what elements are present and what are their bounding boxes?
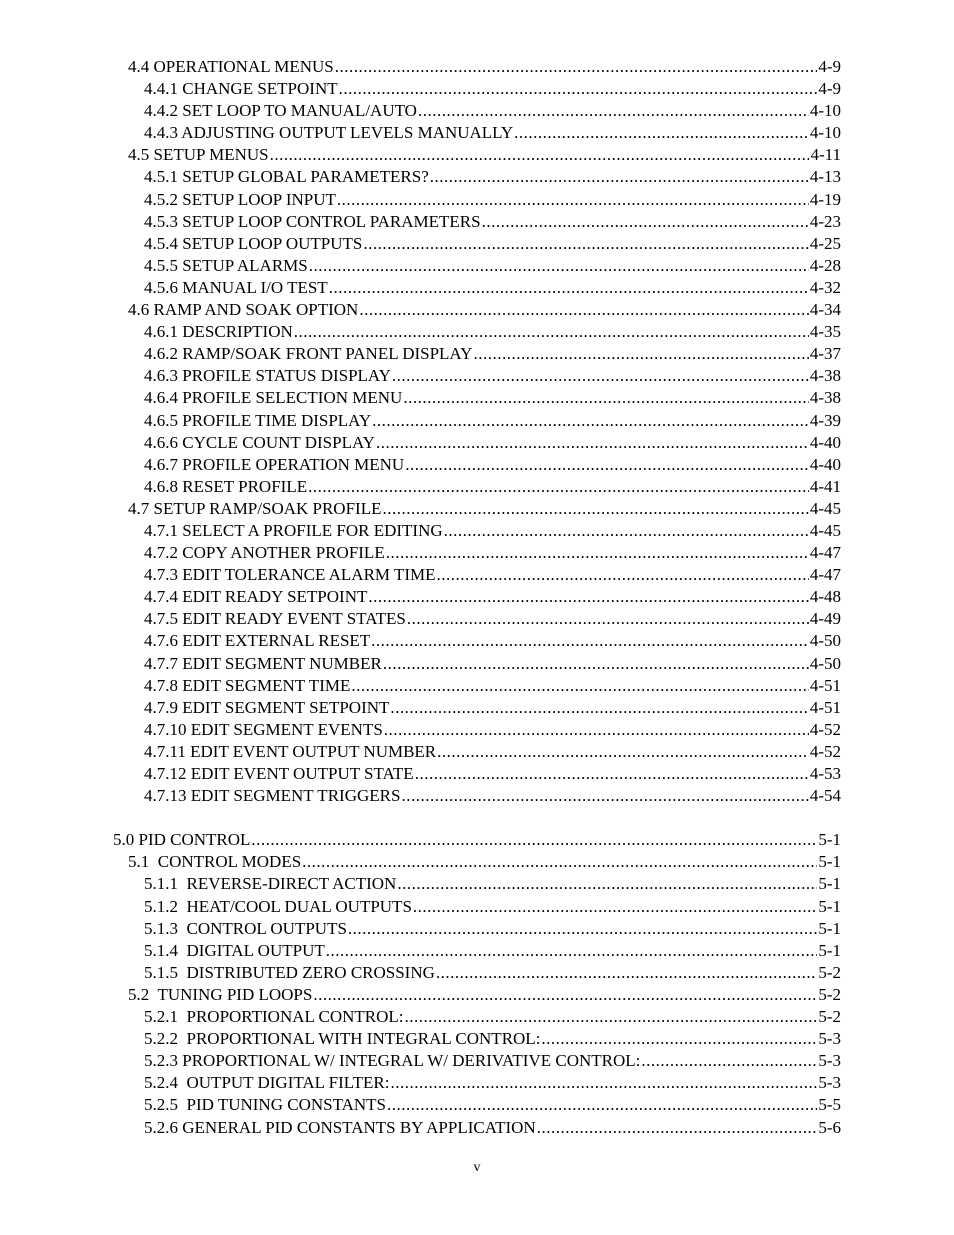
- toc-entry-title: 4.7 SETUP RAMP/SOAK PROFILE: [128, 498, 382, 518]
- toc-entry-page: 4-38: [809, 366, 841, 386]
- toc-entry-title: 5.1.3 CONTROL OUTPUTS: [144, 918, 347, 938]
- toc-entry-title: 4.4.3 ADJUSTING OUTPUT LEVELS MANUALLY: [144, 123, 514, 143]
- toc-entry-title: 5.2.2 PROPORTIONAL WITH INTEGRAL CONTROL:: [144, 1029, 541, 1049]
- toc-entry[interactable]: [0, 432, 954, 454]
- toc-entry-page: 4-52: [809, 719, 841, 739]
- toc-entry[interactable]: [0, 1094, 954, 1116]
- toc-entry-title: 5.0 PID CONTROL: [113, 830, 251, 850]
- toc-entry-title: 4.5 SETUP MENUS: [128, 145, 269, 165]
- toc-dot-leader: [348, 918, 817, 940]
- toc-dot-leader: [541, 1028, 817, 1050]
- toc-entry[interactable]: [0, 741, 954, 763]
- toc-entry[interactable]: [0, 78, 954, 100]
- toc-entry-title: 4.4.2 SET LOOP TO MANUAL/AUTO: [144, 101, 417, 121]
- toc-entry-page: 4-38: [809, 388, 841, 408]
- toc-entry-title: 4.5.6 MANUAL I/O TEST: [144, 277, 328, 297]
- toc-dot-leader: [313, 984, 817, 1006]
- toc-entry-page: 4-9: [818, 79, 841, 99]
- toc-entry[interactable]: [0, 873, 954, 895]
- toc-entry-title: 4.7.1 SELECT A PROFILE FOR EDITING: [144, 520, 443, 540]
- toc-entry[interactable]: [0, 410, 954, 432]
- toc-entry-page: 4-50: [809, 653, 841, 673]
- toc-dot-leader: [514, 122, 809, 144]
- toc-dot-leader: [251, 829, 817, 851]
- toc-entry-page: 4-49: [809, 609, 841, 629]
- toc-entry-title: 4.7.8 EDIT SEGMENT TIME: [144, 675, 351, 695]
- toc-entry[interactable]: [0, 630, 954, 652]
- toc-entry-title: 5.2.4 OUTPUT DIGITAL FILTER:: [144, 1073, 390, 1093]
- toc-entry-page: 4-51: [809, 675, 841, 695]
- toc-dot-leader: [537, 1117, 818, 1139]
- page-number: v: [473, 1160, 481, 1175]
- toc-entry[interactable]: [0, 476, 954, 498]
- toc-entry-page: 4-53: [809, 764, 841, 783]
- toc-entry-page: 5-3: [818, 1051, 841, 1071]
- toc-entry[interactable]: [0, 365, 954, 387]
- toc-entry-title: 4.5.5 SETUP ALARMS: [144, 255, 308, 275]
- toc-entry-title: 4.6 RAMP AND SOAK OPTION: [128, 300, 359, 320]
- toc-entry[interactable]: [0, 984, 954, 1006]
- toc-entry[interactable]: [0, 387, 954, 409]
- toc-entry[interactable]: [0, 719, 954, 741]
- toc-entry-page: 5-3: [818, 1029, 841, 1049]
- toc-entry-page: 5-2: [818, 984, 841, 1004]
- toc-entry[interactable]: [0, 189, 954, 211]
- toc-entry[interactable]: [0, 454, 954, 476]
- toc-entry-title: 5.1.4 DIGITAL OUTPUT: [144, 940, 325, 960]
- toc-dot-leader: [359, 299, 809, 321]
- toc-entry[interactable]: [0, 1028, 954, 1050]
- toc-entry[interactable]: [0, 896, 954, 918]
- toc-dot-leader: [415, 763, 809, 785]
- toc-entry-title: 4.7.2 COPY ANOTHER PROFILE: [144, 543, 385, 563]
- toc-entry-page: 5-1: [818, 830, 841, 850]
- toc-entry-title: 4.7.6 EDIT EXTERNAL RESET: [144, 631, 371, 651]
- toc-entry-page: 4-23: [809, 211, 841, 231]
- toc-dot-leader: [390, 1072, 817, 1094]
- toc-entry-page: 5-3: [818, 1073, 841, 1093]
- toc-entry[interactable]: [0, 785, 954, 807]
- toc-entry-page: 4-51: [809, 697, 841, 717]
- toc-entry[interactable]: [0, 675, 954, 697]
- toc-entry-page: 5-1: [818, 896, 841, 916]
- toc-entry-page: 4-45: [809, 498, 841, 518]
- toc-entry[interactable]: [0, 542, 954, 564]
- toc-dot-leader: [386, 542, 809, 564]
- toc-entry-page: 5-1: [818, 940, 841, 960]
- toc-entry-title: 4.7.13 EDIT SEGMENT TRIGGERS: [144, 786, 401, 806]
- toc-entry-page: 4-40: [809, 454, 841, 474]
- toc-entry-page: 4-54: [809, 786, 841, 806]
- toc-dot-leader: [413, 896, 817, 918]
- toc-entry[interactable]: [0, 763, 954, 785]
- toc-entry-title: 4.6.4 PROFILE SELECTION MENU: [144, 388, 403, 408]
- toc-entry-page: 4-50: [809, 631, 841, 651]
- toc-entry[interactable]: [0, 851, 954, 873]
- toc-entry-page: 4-13: [809, 167, 841, 187]
- toc-entry-page: 4-35: [809, 322, 841, 342]
- toc-entry-title: 4.7.12 EDIT EVENT OUTPUT STATE: [144, 764, 414, 783]
- toc-entry-page: 4-40: [809, 432, 841, 452]
- toc-entry-page: 4-52: [809, 741, 841, 761]
- toc-dot-leader: [482, 211, 809, 233]
- toc-entry-page: 4-19: [809, 189, 841, 209]
- toc-dot-leader: [302, 851, 817, 873]
- toc-dot-leader: [401, 785, 808, 807]
- toc-entry-title: 5.1 CONTROL MODES: [128, 852, 302, 872]
- toc-entry[interactable]: [0, 1117, 954, 1139]
- toc-entry[interactable]: [0, 1006, 954, 1028]
- toc-entry-title: 4.6.1 DESCRIPTION: [144, 322, 293, 342]
- toc-entry-title: 4.4 OPERATIONAL MENUS: [128, 57, 334, 76]
- toc-entry[interactable]: [0, 1050, 954, 1072]
- toc-entry-title: 5.1.1 REVERSE-DIRECT ACTION: [144, 874, 397, 894]
- toc-entry-title: 4.5.2 SETUP LOOP INPUT: [144, 189, 336, 209]
- toc-entry-page: 4-9: [818, 57, 841, 76]
- toc-dot-leader: [351, 675, 808, 697]
- toc-entry-title: 4.7.3 EDIT TOLERANCE ALARM TIME: [144, 565, 436, 585]
- toc-entry[interactable]: [0, 144, 954, 166]
- toc-entry-title: 5.1.5 DISTRIBUTED ZERO CROSSING: [144, 962, 435, 982]
- toc-dot-leader: [339, 78, 818, 100]
- toc-dot-leader: [407, 608, 809, 630]
- toc-entry-page: 5-1: [818, 874, 841, 894]
- toc-entry[interactable]: [0, 299, 954, 321]
- toc-entry[interactable]: [0, 520, 954, 542]
- toc-entry[interactable]: [0, 608, 954, 630]
- toc-dot-leader: [326, 940, 818, 962]
- toc-dot-leader: [308, 476, 809, 498]
- toc-entry[interactable]: [0, 962, 954, 984]
- toc-entry[interactable]: [0, 564, 954, 586]
- toc-entry-title: 5.1.2 HEAT/COOL DUAL OUTPUTS: [144, 896, 412, 916]
- toc-entry-title: 4.7.5 EDIT READY EVENT STATES: [144, 609, 406, 629]
- toc-entry[interactable]: [0, 697, 954, 719]
- toc-entry[interactable]: [0, 56, 954, 78]
- toc-dot-leader: [329, 277, 809, 299]
- toc-entry-title: 5.2.6 GENERAL PID CONSTANTS BY APPLICATION: [144, 1117, 536, 1137]
- toc-entry-title: 4.6.8 RESET PROFILE: [144, 476, 308, 496]
- toc-entry[interactable]: [0, 122, 954, 144]
- toc-entry-title: 4.6.5 PROFILE TIME DISPLAY: [144, 410, 372, 430]
- toc-entry-title: 4.7.9 EDIT SEGMENT SETPOINT: [144, 697, 390, 717]
- toc-entry-page: 5-6: [818, 1117, 841, 1137]
- toc-dot-leader: [397, 873, 817, 895]
- toc-entry[interactable]: [0, 211, 954, 233]
- toc-entry-page: 5-2: [818, 962, 841, 982]
- toc-entry-title: 4.7.10 EDIT SEGMENT EVENTS: [144, 719, 383, 739]
- toc-entry-page: 4-10: [809, 101, 841, 121]
- toc-entry-page: 4-28: [809, 255, 841, 275]
- toc-dot-leader: [309, 255, 809, 277]
- toc-dot-leader: [371, 630, 809, 652]
- toc-dot-leader: [390, 697, 808, 719]
- toc-dot-leader: [294, 321, 809, 343]
- toc-entry-title: 4.6.3 PROFILE STATUS DISPLAY: [144, 366, 391, 386]
- toc-entry-title: 4.7.4 EDIT READY SETPOINT: [144, 587, 368, 607]
- toc-entry-title: 4.7.11 EDIT EVENT OUTPUT NUMBER: [144, 741, 437, 761]
- toc-entry[interactable]: [0, 255, 954, 277]
- toc-entry-page: 4-45: [809, 520, 841, 540]
- toc-entry-page: 4-25: [809, 233, 841, 253]
- toc-entry-title: 4.6.6 CYCLE COUNT DISPLAY: [144, 432, 375, 452]
- toc-entry-page: 5-1: [818, 852, 841, 872]
- toc-entry[interactable]: [0, 653, 954, 675]
- toc-entry[interactable]: [0, 277, 954, 299]
- toc-entry[interactable]: [0, 498, 954, 520]
- toc-entry-title: 5.2.3 PROPORTIONAL W/ INTEGRAL W/ DERIVATIVE CONTROL:: [144, 1051, 641, 1071]
- toc-dot-leader: [437, 741, 809, 763]
- toc-entry-page: 4-47: [809, 565, 841, 585]
- toc-entry[interactable]: [0, 1072, 954, 1094]
- toc-entry-page: 4-11: [810, 145, 841, 165]
- toc-entry-page: 4-32: [809, 277, 841, 297]
- toc-dot-leader: [403, 387, 809, 409]
- toc-dot-leader: [473, 343, 808, 365]
- toc-dot-leader: [405, 1006, 818, 1028]
- toc-dot-leader: [368, 586, 808, 608]
- toc-entry-title: 4.5.3 SETUP LOOP CONTROL PARAMETERS: [144, 211, 481, 231]
- toc-entry-title: 5.2.5 PID TUNING CONSTANTS: [144, 1095, 387, 1115]
- toc-dot-leader: [392, 365, 809, 387]
- toc-entry-title: 4.7.7 EDIT SEGMENT NUMBER: [144, 653, 382, 673]
- toc-dot-leader: [335, 56, 818, 78]
- toc-dot-leader: [430, 166, 809, 188]
- toc-entry-page: 4-39: [809, 410, 841, 430]
- toc-entry-title: 4.5.4 SETUP LOOP OUTPUTS: [144, 233, 363, 253]
- toc-entry-title: 4.6.2 RAMP/SOAK FRONT PANEL DISPLAY: [144, 344, 473, 364]
- toc-dot-leader: [436, 962, 817, 984]
- toc-dot-leader: [383, 653, 809, 675]
- toc-entry-title: 4.4.1 CHANGE SETPOINT: [144, 79, 338, 99]
- toc-entry[interactable]: [0, 940, 954, 962]
- toc-dot-leader: [437, 564, 809, 586]
- toc-entry-page: 5-5: [818, 1095, 841, 1115]
- toc-dot-leader: [270, 144, 810, 166]
- toc-dot-leader: [382, 498, 808, 520]
- toc-entry-page: 4-47: [809, 543, 841, 563]
- toc-dot-leader: [376, 432, 809, 454]
- toc-dot-leader: [372, 410, 809, 432]
- toc-entry[interactable]: [0, 233, 954, 255]
- toc-entry[interactable]: [0, 321, 954, 343]
- toc-entry-page: 4-34: [809, 300, 841, 320]
- toc-dot-leader: [363, 233, 808, 255]
- toc-dot-leader: [641, 1050, 817, 1072]
- toc-entry[interactable]: [0, 166, 954, 188]
- toc-entry-page: 5-1: [818, 918, 841, 938]
- toc-entry-title: 4.6.7 PROFILE OPERATION MENU: [144, 454, 405, 474]
- toc-entry-title: 5.2 TUNING PID LOOPS: [128, 984, 313, 1004]
- toc-dot-leader: [384, 719, 809, 741]
- toc-entry-page: 4-41: [809, 476, 841, 496]
- toc-entry[interactable]: [0, 586, 954, 608]
- toc-dot-leader: [387, 1094, 817, 1116]
- toc-dot-leader: [405, 454, 809, 476]
- toc-dot-leader: [418, 100, 809, 122]
- toc-dot-leader: [337, 189, 809, 211]
- toc-entry-page: 4-37: [809, 344, 841, 364]
- toc-entry-page: 4-48: [809, 587, 841, 607]
- toc-dot-leader: [444, 520, 809, 542]
- toc-entry-page: 5-2: [818, 1007, 841, 1027]
- toc-entry-page: 4-10: [809, 123, 841, 143]
- toc-spacer: [0, 807, 954, 829]
- toc-entry[interactable]: [0, 343, 954, 365]
- toc-entry-title: 5.2.1 PROPORTIONAL CONTROL:: [144, 1007, 404, 1027]
- toc-entry[interactable]: [0, 100, 954, 122]
- toc-entry[interactable]: [0, 918, 954, 940]
- toc-entry[interactable]: [0, 829, 954, 851]
- toc-entry-title: 4.5.1 SETUP GLOBAL PARAMETERS?: [144, 167, 429, 187]
- table-of-contents: [0, 56, 954, 1139]
